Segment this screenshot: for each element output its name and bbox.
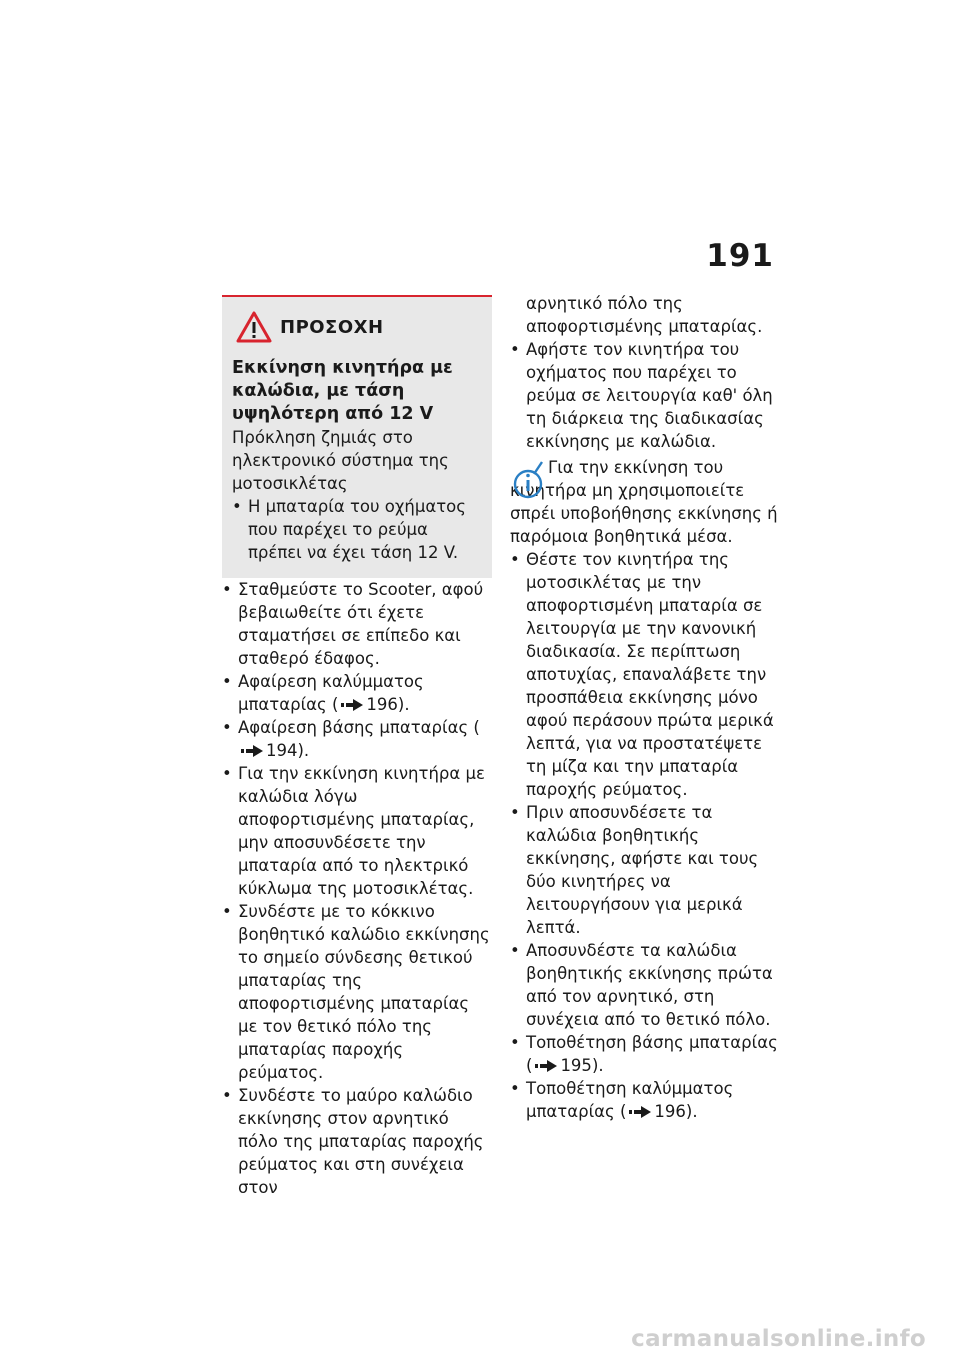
reference-arrow-icon — [535, 1060, 557, 1072]
reference-arrow-icon — [629, 1106, 651, 1118]
watermark[interactable]: carmanualsonline.info — [631, 1326, 926, 1352]
warning-text: Πρόκληση ζημιάς στο ηλεκτρονικό σύστημα της μοτοσικλέτας — [232, 428, 449, 493]
list-item: • Αφήστε τον κινητήρα του οχήματος που παρέχει το ρεύμα σε λειτουργία καθ' όλη τη διάρκεια της διαδικασίας εκκίνησης με καλώδια. — [510, 338, 780, 453]
list-item: • Συνδέστε με το κόκκινο βοηθητικό καλώδιο εκκίνησης το σημείο σύνδεσης θετικού μπαταρίας της αποφορτισμένης μπαταρίας με τον θετικό πόλο της μπαταρίας παροχής ρεύματος. — [222, 900, 492, 1084]
warning-header — [232, 311, 482, 343]
warning-bullet: • Η μπαταρία του οχήματος που παρέχει το ρεύμα πρέπει να έχει τάση 12 V. — [232, 495, 482, 564]
page-reference[interactable]: 194 — [266, 741, 298, 760]
list-item: • Αφαίρεση καλύμματος μπαταρίας ( 196). — [222, 670, 492, 716]
warning-box — [222, 295, 492, 578]
reference-arrow-icon — [341, 699, 363, 711]
page-reference[interactable]: 195 — [560, 1056, 592, 1075]
page-number: 191 — [706, 238, 774, 274]
list-item: • Τοποθέτηση καλύμματος μπαταρίας ( 196). — [510, 1077, 780, 1123]
warning-subtitle: Εκκίνηση κινητήρα με καλώδια, με τάση υψηλότερη από 12 V — [232, 358, 453, 424]
warning-title: ΠΡΟΣΟΧΗ — [280, 316, 384, 338]
warning-triangle-icon — [236, 311, 272, 343]
note-text: Για την εκκίνηση του κινητήρα μη χρησιμοποιείτε σπρέι υποβοήθησης εκκίνησης ή παρόμοια βοηθητικά μέσα. — [510, 458, 778, 546]
page-reference[interactable]: 196 — [654, 1102, 686, 1121]
list-item: • Αφαίρεση βάσης μπαταρίας (194). — [222, 716, 492, 762]
continuation-text: αρνητικό πόλο της αποφορτισμένης μπαταρίας. — [526, 294, 763, 336]
list-item: • Για την εκκίνηση κινητήρα με καλώδια λόγω αποφορτισμένης μπαταρίας, μην αποσυνδέσετε την μπαταρία από το ηλεκτρικό κύκλωμα της μοτοσικλέτας. — [222, 762, 492, 900]
right-column — [510, 292, 780, 1123]
left-column — [222, 295, 492, 1199]
note-block — [510, 456, 780, 548]
list-item: • Τοποθέτηση βάσης μπαταρίας ( 195). — [510, 1031, 780, 1077]
steps-right-list — [510, 548, 780, 1123]
list-item: • Θέστε τον κινητήρα της μοτοσικλέτας με την αποφορτισμένη μπαταρία σε λειτουργία με την κανονική διαδικασία. Σε περίπτωση αποτυχίας, επαναλάβετε την προσπάθεια εκκίνησης μόνο αφού περάσουν πρώτα μερικά λεπτά, για να προστατέψετε τη μίζα και την μπαταρία παροχής ρεύματος. — [510, 548, 780, 801]
steps-left-list — [222, 578, 492, 1199]
warning-bullets — [232, 495, 482, 564]
steps-right-top-list — [510, 338, 780, 453]
list-item: • Συνδέστε το μαύρο καλώδιο εκκίνησης στον αρνητικό πόλο της μπαταρίας παροχής ρεύματος και στη συνέχεια στον — [222, 1084, 492, 1199]
list-item: • Πριν αποσυνδέσετε τα καλώδια βοηθητικής εκκίνησης, αφήστε και τους δύο κινητήρες να λειτουργήσουν για μερικά λεπτά. — [510, 801, 780, 939]
list-item: • Σταθμεύστε το Scooter, αφού βεβαιωθείτε ότι έχετε σταματήσει σε επίπεδο και σταθερό έδαφος. — [222, 578, 492, 670]
reference-arrow-icon — [241, 745, 263, 757]
page-reference[interactable]: 196 — [366, 695, 398, 714]
info-pencil-icon — [512, 460, 544, 502]
list-item: • Αποσυνδέστε τα καλώδια βοηθητικής εκκίνησης πρώτα από τον αρνητικό, στη συνέχεια από το θετικό πόλο. — [510, 939, 780, 1031]
